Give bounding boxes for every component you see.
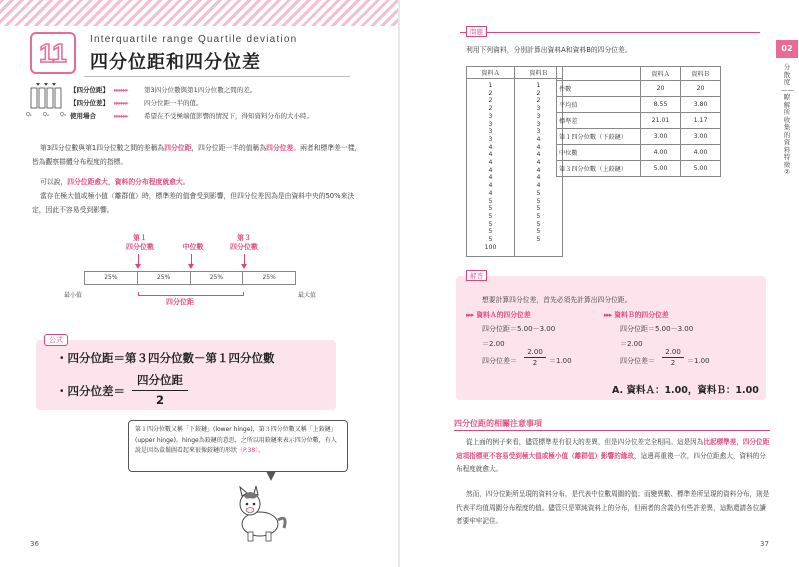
table-row — [557, 81, 721, 97]
data-value: 4 — [488, 159, 493, 167]
quartile-segment: 25% — [191, 272, 244, 284]
stat-name: 平均值 — [557, 97, 641, 113]
stat-a: 5.00 — [641, 161, 681, 177]
q3-label: 第３ 四分位數 — [230, 234, 258, 251]
answer-a-result: ＝1.00 — [549, 357, 572, 365]
answer-head-a — [466, 309, 531, 319]
data-value: 5 — [536, 189, 541, 197]
section-paragraph-2: 然而，四分位距所呈現的資料分布，是代表中位數周圍的值；而變異數、標準差所呈現的資料分布，則是代表平均值周圍分布程度的值。儘管只是單純資料上的分布，但兩者的含義仍有些許差異，這點還請各位讀者要牢牢記住。 — [456, 490, 770, 525]
fraction-numerator: 2.00 — [665, 348, 681, 356]
stat-a: 4.00 — [641, 145, 681, 161]
text: 。 — [182, 178, 190, 186]
answer-b-line2: ＝2.00 — [620, 340, 643, 348]
dataset-col-a — [467, 79, 515, 257]
stat-b: 3.00 — [681, 129, 721, 145]
data-value: 3 — [536, 105, 541, 113]
data-value: 5 — [488, 197, 493, 205]
fraction-bar — [524, 357, 546, 358]
data-value: 3 — [536, 120, 541, 128]
quartile-segment: 25% — [138, 272, 191, 284]
text: 從上面的例子來看，儘管標準差有很大的差異，但是四分位差完全相同。這是因為 — [466, 438, 704, 446]
data-value: 2 — [488, 89, 493, 97]
formula-denominator: 2 — [155, 393, 164, 407]
chapter-side-text: 分散度——瞭解所收集的資料特徵② — [781, 63, 794, 176]
data-value: 5 — [536, 220, 541, 228]
data-value: 4 — [536, 143, 541, 151]
answer-b-line1: 四分位距＝5.00－3.00 — [620, 325, 694, 333]
title-underline — [84, 76, 350, 77]
fraction-denominator: 2 — [670, 359, 676, 367]
dataset-header-b: 資料Ｂ — [515, 67, 563, 79]
data-value: 5 — [536, 228, 541, 236]
table-row — [557, 113, 721, 129]
data-value: 4 — [536, 182, 541, 190]
definition-desc: 四分位距一半的值。 — [144, 99, 203, 107]
definition-desc: 第3四分位數與第1四分位數之間的差。 — [144, 86, 257, 94]
title-english: Interquartile range Quartile deviation — [90, 34, 298, 45]
bubble-text: 第１四分位數又稱「下鉸鏈」(lower hinge)，第３四分位數又稱「上鉸鏈」(upper hinge)。hinge為鉸鏈的意思，之所以用鉸鏈來表示四分位數，有人說是因為盒鬚圖看起來很像鉸鏈的形狀 — [135, 426, 337, 454]
data-value: 4 — [488, 182, 493, 190]
data-value: 3 — [536, 128, 541, 136]
data-value: 4 — [488, 166, 493, 174]
arrow-icon: ▸▸▸ — [466, 311, 474, 319]
arrow-icon: ▸▸▸▸▸▸ — [114, 112, 128, 120]
boxplot-q1-label: Q₁ — [26, 112, 32, 118]
stat-name: 件數 — [557, 81, 641, 97]
median-arrow-icon — [188, 264, 194, 269]
data-value: 4 — [536, 151, 541, 159]
highlight: 四分位距愈大，資料的分布程度就愈大 — [67, 178, 183, 186]
answer-a-fraction — [524, 348, 546, 367]
data-value: 5 — [536, 236, 541, 244]
problem-text: 利用下列資料，分別計算出資料A和資料B的四分位差。 — [466, 46, 632, 54]
stats-header-a: 資料Ａ — [641, 67, 681, 81]
boxplot-q2-label: Q₂ — [43, 112, 49, 118]
quartile-bar — [84, 271, 296, 285]
stat-b: 3.80 — [681, 97, 721, 113]
formula-iqr: ・四分位距＝第３四分位數－第１四分位數 — [56, 351, 275, 365]
fraction-denominator: 2 — [532, 359, 538, 367]
arrow-icon: ▸▸▸ — [604, 311, 612, 319]
data-value: 3 — [488, 128, 493, 136]
data-value: 4 — [536, 135, 541, 143]
table-row — [557, 97, 721, 113]
page-number-right: 37 — [760, 540, 769, 548]
data-value: 4 — [488, 151, 493, 159]
stats-table — [556, 66, 721, 177]
stat-b: 1.17 — [681, 113, 721, 129]
data-value: 2 — [488, 105, 493, 113]
page-number-left: 36 — [30, 540, 39, 548]
highlight: 四分位距 — [164, 144, 192, 152]
answer-a-line2: ＝2.00 — [482, 340, 505, 348]
dataset-header-a: 資料Ａ — [467, 67, 515, 79]
table-row — [557, 145, 721, 161]
text: ，四分位距一半的值稱為 — [191, 144, 267, 152]
data-value: 2 — [536, 97, 541, 105]
stat-b: 5.00 — [681, 161, 721, 177]
chapter-number: 11 — [39, 38, 67, 68]
data-value: 2 — [488, 97, 493, 105]
text: 第3四分位數與第1四分位數之間的差稱為 — [40, 144, 165, 152]
quartile-segment: 25% — [262, 274, 276, 281]
stat-a: 21.01 — [641, 113, 681, 129]
data-value: 5 — [536, 212, 541, 220]
definition-term: 【四分位差】 — [70, 99, 109, 107]
data-value: 5 — [488, 220, 493, 228]
dataset-table — [466, 66, 563, 257]
data-value: 5 — [488, 228, 493, 236]
problem-tag: 問題 — [466, 26, 487, 37]
iqr-label: 四分位距 — [166, 298, 194, 306]
definition-term: 【四分位距】 — [70, 86, 109, 94]
answer-head-b — [604, 309, 669, 319]
section-paragraph-1 — [456, 436, 772, 477]
data-value: 3 — [488, 112, 493, 120]
horse-mascot-icon — [228, 484, 292, 544]
text: 。兩者和標準差一樣，皆為觀察群體分布程度的指標。 — [32, 144, 362, 166]
definitions — [70, 84, 313, 123]
answer-a-line1: 四分位距＝5.00－3.00 — [482, 325, 556, 333]
data-value: 100 — [484, 243, 497, 251]
problem-rule — [460, 32, 760, 33]
data-value: 4 — [536, 166, 541, 174]
stat-name: 標準差 — [557, 113, 641, 129]
data-value: 4 — [536, 174, 541, 182]
stat-a: 3.00 — [641, 129, 681, 145]
heading-text: 資料Ｂ的四分位差 — [614, 311, 669, 319]
q1-arrow-icon — [135, 264, 141, 269]
stats-header-blank — [557, 67, 641, 81]
definition-row — [70, 110, 313, 123]
stat-a: 8.55 — [641, 97, 681, 113]
formula-fraction — [132, 372, 188, 407]
data-value: 1 — [488, 82, 493, 89]
answer-tag: 解答 — [466, 270, 487, 281]
formula-tag: 公式 — [44, 334, 68, 346]
book-gutter — [398, 0, 400, 567]
definition-row — [70, 97, 313, 110]
answer-a-line3-prefix: 四分位差＝ — [482, 357, 517, 365]
fraction-bar — [662, 357, 684, 358]
data-value: 4 — [488, 189, 493, 197]
stat-b: 20 — [681, 81, 721, 97]
table-row — [557, 129, 721, 145]
max-label: 最大值 — [298, 292, 317, 299]
paragraph-1 — [32, 142, 362, 169]
section-rule — [454, 430, 770, 431]
stat-name: 中位數 — [557, 145, 641, 161]
formula-qd-prefix: ・四分位差＝ — [56, 384, 125, 398]
definition-term: 使用場合 — [70, 112, 96, 120]
speech-bubble — [128, 420, 348, 472]
stat-a: 20 — [641, 81, 681, 97]
data-value: 4 — [488, 174, 493, 182]
data-value: 4 — [536, 159, 541, 167]
data-value: 4 — [488, 143, 493, 151]
boxplot-quartile-labels — [26, 112, 66, 118]
data-value: 5 — [536, 197, 541, 205]
q3-arrow-icon — [241, 264, 247, 269]
heading-text: 資料Ａ的四分位差 — [476, 311, 531, 319]
text: ，這邊再重複一次，四分位距愈大，資料的分布程度就愈大。 — [456, 451, 766, 473]
data-value: 3 — [488, 120, 493, 128]
chapter-number-box — [30, 32, 76, 74]
answer-b-fraction — [662, 348, 684, 367]
median-label: 中位數 — [182, 243, 204, 251]
arrow-icon: ▸▸▸▸▸▸ — [114, 86, 128, 94]
fraction-bar — [132, 390, 188, 391]
final-answer: A. 資料Ａ：1.00，資料Ｂ：1.00 — [612, 385, 759, 396]
answer-intro: 想要計算四分位差，首先必須先計算出四分位距。 — [482, 296, 632, 304]
stat-b: 4.00 — [681, 145, 721, 161]
text: 。 — [258, 447, 265, 454]
data-value: 2 — [536, 89, 541, 97]
bubble-tail — [266, 471, 276, 481]
answer-b-line3-prefix: 四分位差＝ — [620, 357, 655, 365]
page-title: 四分位距和四分位差 — [90, 52, 261, 73]
stat-name: 第３四分位數（上鉸鏈） — [557, 161, 641, 177]
formula-numerator: 四分位距 — [137, 373, 183, 387]
header-stripe — [0, 0, 399, 26]
definition-row — [70, 84, 313, 97]
data-value: 5 — [488, 205, 493, 213]
answer-b-result: ＝1.00 — [687, 357, 710, 365]
highlight: 比起標準差，四分位距這項指標更不容易受到極大值或極小值（離群值）影響的緣故 — [456, 438, 770, 460]
data-value: 5 — [488, 236, 493, 244]
text: 可以說， — [40, 178, 68, 186]
page-reference-link[interactable]: （P.38） — [237, 447, 259, 454]
q1-label: 第１ 四分位數 — [126, 234, 154, 251]
stats-header-b: 資料Ｂ — [681, 67, 721, 81]
iqr-bracket — [138, 292, 244, 296]
stat-name: 第１四分位數（下鉸鏈） — [557, 129, 641, 145]
data-value: 5 — [488, 212, 493, 220]
min-label: 最小值 — [64, 292, 83, 299]
paragraph-3: 當存在極大值或極小值（離群值）時，標準差的值會受到影響，但四分位差因為是由資料中央的50%來決定，因此不容易受到影響。 — [32, 192, 355, 214]
data-value: 1 — [536, 82, 541, 89]
boxplot-q3-label: Q₃ — [60, 112, 66, 118]
paragraph-2 — [32, 176, 362, 190]
data-value: 5 — [536, 205, 541, 213]
arrow-icon: ▸▸▸▸▸▸ — [114, 99, 128, 107]
section-title: 四分位距的相關注意事項 — [454, 419, 542, 428]
data-value: 3 — [536, 112, 541, 120]
definition-desc: 希望在不受極端值影響的情況下，得知資料分布的大小時。 — [144, 112, 313, 120]
table-row — [557, 161, 721, 177]
highlight: 四分位差 — [266, 144, 294, 152]
data-value: 3 — [488, 135, 493, 143]
quartile-segment: 25% — [85, 272, 138, 284]
chapter-side-tab: 02 — [776, 40, 798, 58]
fraction-numerator: 2.00 — [527, 348, 543, 356]
